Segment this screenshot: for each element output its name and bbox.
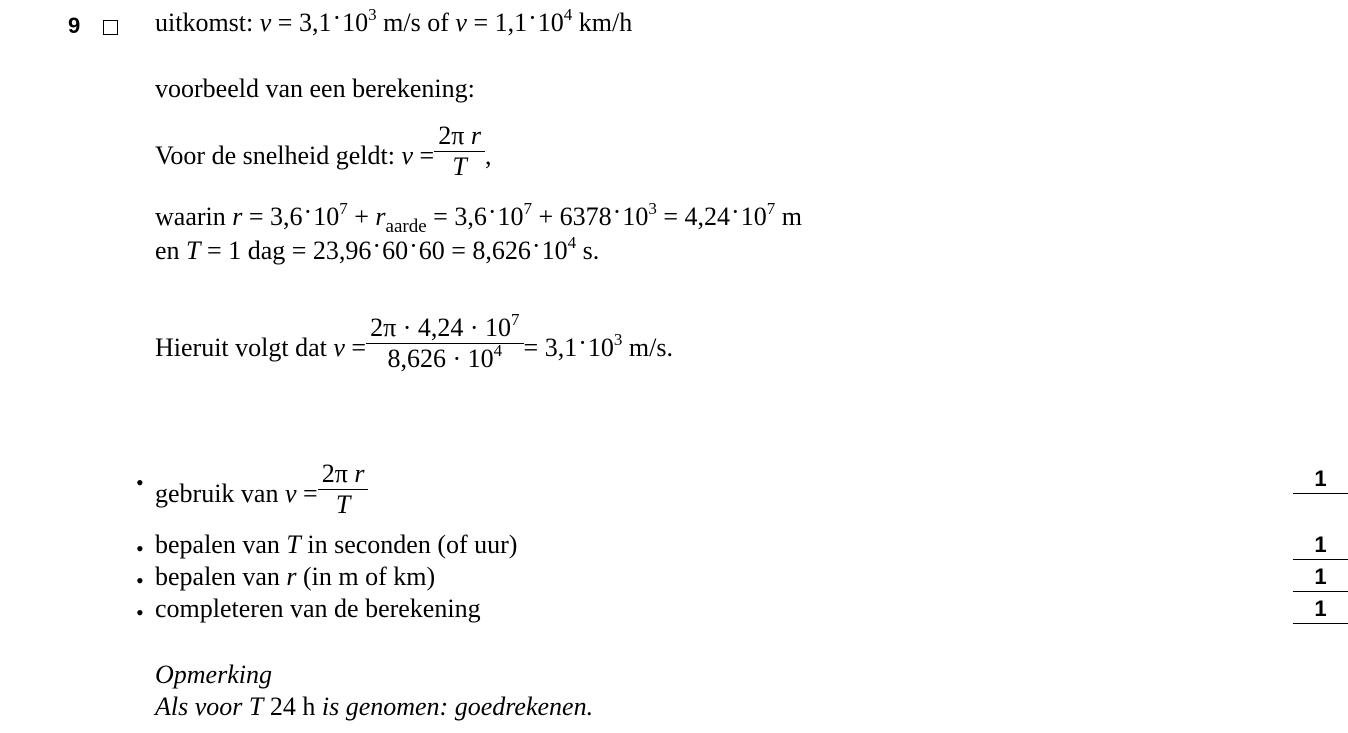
answer-or: of	[427, 8, 449, 37]
answer-line: uitkomst: $v = 3,1\cdot 10^3$ m/s of $v = 1,1\cdot 10^4$ km/h	[155, 3, 633, 37]
criterion-2-text-a: bepalen van	[155, 530, 280, 559]
criterion-2-text-b: in seconden (of uur)	[307, 530, 518, 559]
remark-line-var: T	[248, 692, 264, 721]
result-exp: 3	[613, 330, 623, 350]
t-line-prefix: en	[155, 236, 180, 265]
result-denominator: 8,626 · 10	[387, 343, 494, 373]
result-prefix: Hieruit volgt dat	[155, 333, 327, 363]
r-result-exp: 7	[766, 199, 776, 218]
question-number: 9	[68, 13, 81, 38]
result-line: Hieruit volgt dat v = $\frac{2\pi \cdot 4,24 \cdot 10^7}{8,626 \cdot 10^4}$ = $3,1\cdot 10^3$ m/s.	[155, 310, 673, 373]
answer-value-2: 1,1	[494, 8, 528, 37]
bullet-1: •	[136, 470, 144, 495]
answer-exp-2: 4	[563, 5, 573, 24]
speed-formula-line: Voor de snelheid geldt: v = $\frac{\text{2π r}}{T}$ ,	[155, 121, 492, 181]
r-value-2: 3,6	[454, 202, 487, 231]
t-hours: 23,96	[312, 236, 372, 265]
bullet-4: •	[136, 600, 144, 625]
score-3: 1	[1293, 566, 1348, 592]
speed-prefix: Voor de snelheid geldt:	[155, 141, 395, 171]
t-sixty-2: 60	[418, 236, 445, 265]
answer-value-1: 3,1	[298, 8, 332, 37]
r-unit: m	[781, 202, 802, 231]
criterion-1: gebruik van v = $\frac{\text{2π r}}{T}$	[155, 450, 368, 511]
remark-line-value: 24 h	[269, 692, 316, 721]
remark-line	[155, 694, 593, 720]
result-numerator-exp: 7	[511, 310, 520, 329]
result-denominator-exp: 4	[493, 340, 503, 360]
criterion-4: completeren van de berekening	[155, 594, 481, 623]
criterion-2-var: T	[286, 530, 301, 559]
bullet-2: •	[136, 536, 144, 561]
r-earth-exp: 3	[648, 199, 657, 218]
criterion-2	[155, 532, 517, 558]
answer-exp-1: 3	[368, 5, 377, 24]
t-unit: s.	[582, 236, 600, 265]
criterion-3-text-a: bepalen van	[155, 562, 280, 591]
score-checkbox[interactable]	[103, 20, 118, 35]
result-fraction	[366, 310, 523, 374]
criterion-3-var: r	[286, 562, 297, 591]
speed-fraction: $\frac{\text{2π r}}{T}$	[434, 121, 485, 182]
t-line: en T = 1 dag = $23,96\cdot 60\cdot 60 = 8,626\cdot 10^4$ s.	[155, 231, 600, 265]
score-2: 1	[1293, 534, 1348, 560]
calc-intro: voorbeeld van een berekening:	[155, 74, 475, 103]
score-4: 1	[1293, 598, 1348, 624]
r-line: waarin $r = 3,6\cdot 10^7 + r_{aarde} = 3,6\cdot 10^7 + 6378\cdot 10^3 = 4,24\cdot 10^7$ m	[155, 197, 802, 237]
r-earth-value: 6378	[559, 202, 612, 231]
t-result-exp: 4	[567, 233, 577, 252]
t-day: 1 dag	[228, 236, 286, 265]
criterion-3-text-b: (in m of km)	[303, 562, 436, 591]
criterion-1-fraction: $\frac{\text{2π r}}{T}$	[318, 459, 369, 520]
answer-label: uitkomst:	[155, 8, 254, 37]
score-1: 1	[1293, 468, 1348, 494]
result-unit: m/s.	[628, 333, 673, 363]
remark-line-a: Als voor	[155, 692, 243, 721]
answer-unit-2: km/h	[578, 8, 633, 37]
remark-title: Opmerking	[155, 660, 272, 689]
result-numerator: 2π · 4,24 · 10	[370, 313, 512, 342]
r-exp-2: 7	[523, 199, 532, 218]
t-result: 8,626	[472, 236, 531, 265]
r-result: 4,24	[684, 202, 731, 231]
r-value: 3,6	[270, 202, 303, 231]
criterion-1-text: gebruik van	[155, 479, 279, 509]
r-earth-sub: aarde	[385, 216, 427, 237]
result-value: 3,1	[544, 333, 578, 363]
remark-line-b: is genomen: goedrekenen.	[321, 692, 594, 721]
bullet-3: •	[136, 568, 144, 593]
answer-unit-1: m/s	[383, 8, 421, 37]
criterion-3	[155, 564, 435, 590]
r-exp: 7	[339, 199, 348, 218]
t-sixty-1: 60	[382, 236, 409, 265]
r-line-prefix: waarin	[155, 202, 226, 231]
